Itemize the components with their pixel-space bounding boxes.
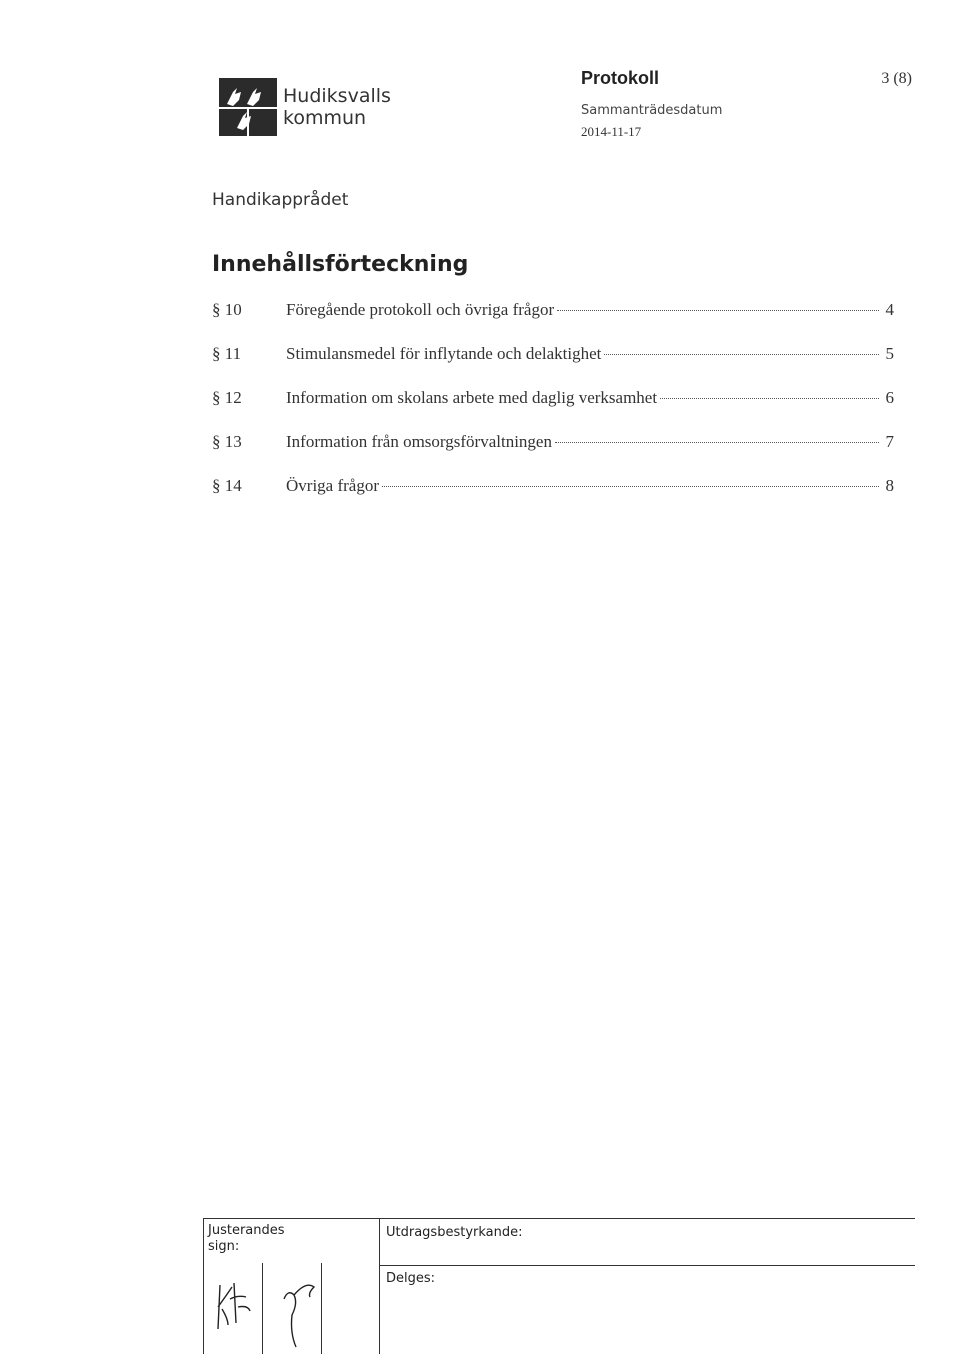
toc-entry [212,432,894,476]
toc-entry [212,300,894,344]
toc-entry-title: Föregående protokoll och övriga frågor [286,300,555,319]
toc-leader-dots [604,354,879,355]
toc-entry [212,476,894,520]
toc-title: Innehållsförteckning [212,252,469,277]
logo-line1: Hudiksvalls [283,85,391,107]
toc-section-number: § 14 [212,476,242,495]
goat-emblem-icon [219,78,277,136]
toc-entry-title: Information om skolans arbete med daglig verksamhet [286,388,658,407]
toc-page-number: 4 [885,300,894,319]
toc-leader-dots [660,398,879,399]
page-number: 3 (8) [881,70,912,87]
municipality-logo [219,78,391,136]
toc-page-number: 7 [885,432,894,451]
document-header [581,68,722,140]
meeting-date: 2014-11-17 [581,124,642,139]
toc-entry-title: Stimulansmedel för inflytande och delaktighet [286,344,602,363]
footer-divider [380,1265,915,1266]
table-of-contents [212,300,894,520]
signature-divider [262,1263,263,1354]
toc-leader-dots [555,442,879,443]
logo-line2: kommun [283,107,367,129]
document-type: Protokoll [581,68,660,88]
signature-divider [321,1263,322,1354]
logo-text [283,85,391,129]
toc-section-number: § 11 [212,344,242,363]
toc-page-number: 6 [885,388,894,407]
toc-section-number: § 12 [212,388,242,407]
extract-certification-label: Utdragsbestyrkande: [386,1225,523,1240]
handwritten-signature-2 [280,1275,320,1349]
toc-entry-title: Information från omsorgsförvaltningen [286,432,552,451]
meeting-date-label: Sammanträdesdatum [581,103,723,118]
organization-name: Handikapprådet [212,190,349,210]
signature-label: Justerandes sign: [208,1223,285,1254]
toc-page-number: 8 [885,476,894,495]
toc-entry [212,344,894,388]
toc-entry [212,388,894,432]
toc-leader-dots [557,310,879,311]
extract-box [379,1218,915,1354]
toc-section-number: § 13 [212,432,242,451]
toc-section-number: § 10 [212,300,242,319]
handwritten-signature-1 [214,1277,258,1337]
signature-box [203,1218,380,1354]
delivered-to-label: Delges: [386,1271,436,1286]
signature-footer [203,1218,914,1353]
toc-entry-title: Övriga frågor [286,476,379,495]
toc-page-number: 5 [885,344,894,363]
toc-leader-dots [382,486,879,487]
